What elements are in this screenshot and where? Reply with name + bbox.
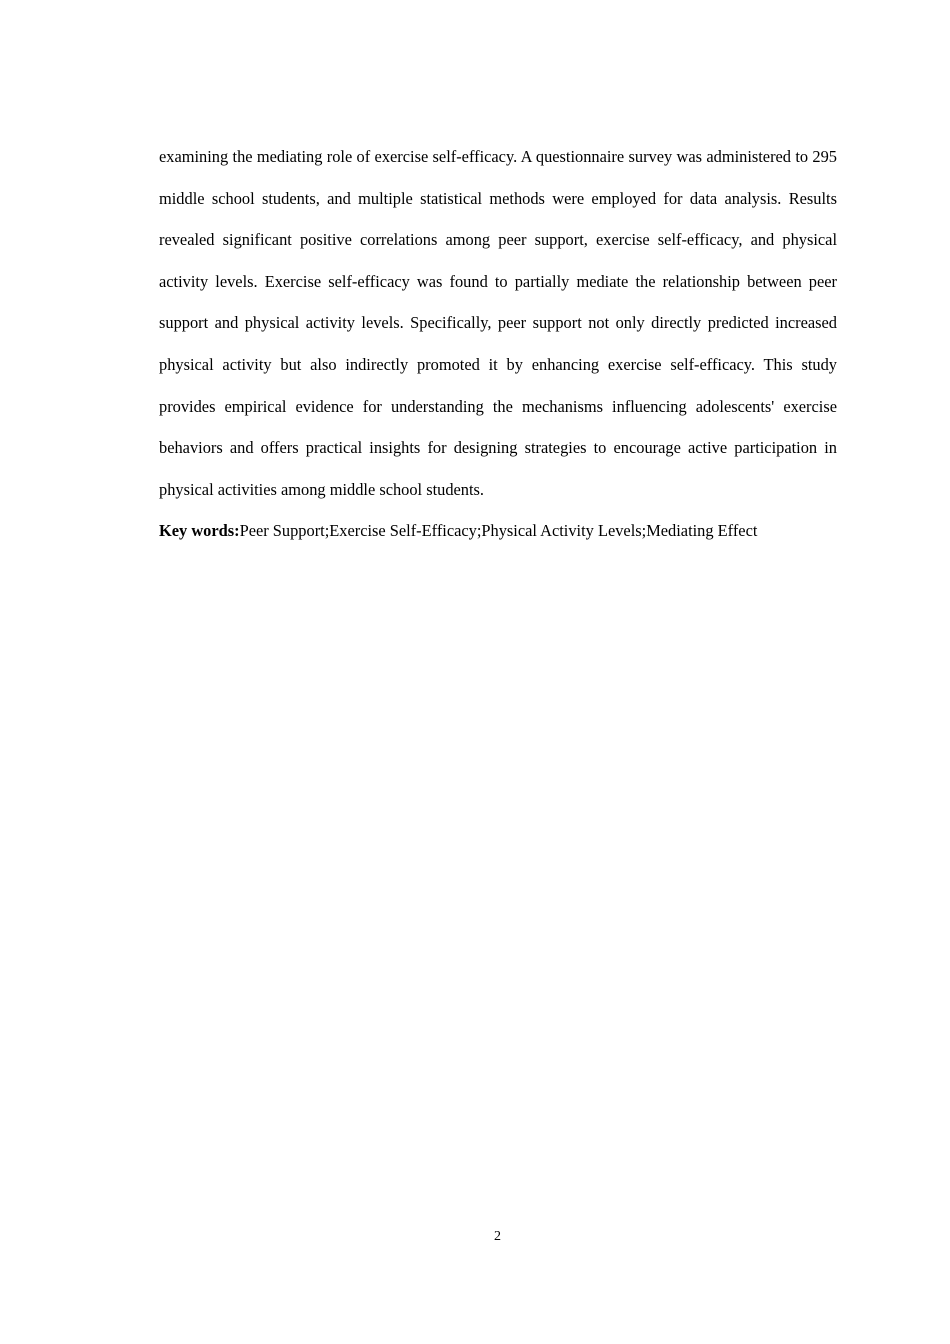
page-number: 2 [494, 1229, 501, 1244]
abstract-line: revealed significant positive correlations among peer support, exercise self-efficacy, and physical [159, 230, 837, 250]
abstract-line: support and physical activity levels. Specifically, peer support not only directly predicted increased [159, 313, 837, 333]
abstract-line-last: physical activities among middle school students. [159, 479, 485, 499]
abstract-body [159, 136, 837, 510]
abstract-line: physical activity but also indirectly promoted it by enhancing exercise self-efficacy. This study [159, 354, 837, 374]
keywords-label: Key words: [159, 521, 240, 540]
abstract-line: examining the mediating role of exercise self-efficacy. A questionnaire survey was administered to 295 [159, 147, 837, 166]
keywords-text: Peer Support;Exercise Self-Efficacy;Physical Activity Levels;Mediating Effect [239, 521, 758, 540]
abstract-line: activity levels. Exercise self-efficacy was found to partially mediate the relationship between peer [159, 271, 837, 291]
abstract-line: middle school students, and multiple statistical methods were employed for data analysis. Results [159, 188, 837, 208]
abstract-line: behaviors and offers practical insights for designing strategies to encourage active participation in [159, 438, 837, 458]
abstract-line: provides empirical evidence for understanding the mechanisms influencing adolescents' exercise [159, 396, 837, 416]
keywords [159, 510, 859, 552]
